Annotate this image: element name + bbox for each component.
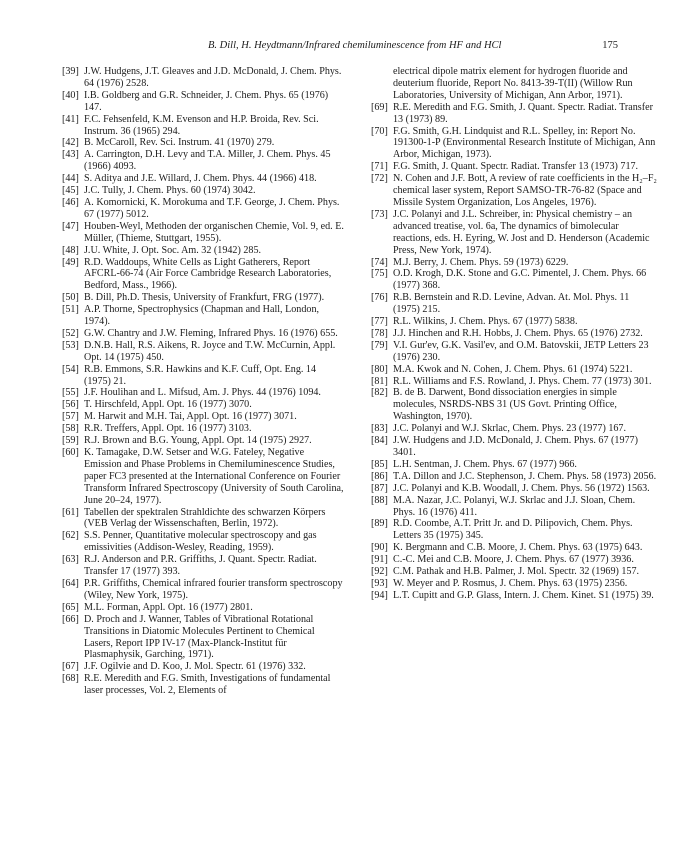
reference-entry <box>371 495 657 519</box>
reference-text: A. Carrington, D.H. Levy and T.A. Miller, J. Chem. Phys. 45 (1966) 4093. <box>84 149 331 173</box>
reference-text: R.J. Anderson and P.R. Griffiths, J. Quant. Spectr. Radiat. Transfer 17 (1977) 393. <box>84 554 317 578</box>
reference-number: [67] <box>62 661 79 673</box>
reference-number: [64] <box>62 577 79 589</box>
reference-number: [91] <box>371 554 388 566</box>
reference-number: [81] <box>371 375 388 387</box>
reference-number: [45] <box>62 185 79 197</box>
reference-text: F.G. Smith, G.H. Lindquist and R.L. Spelley, in: Report No. 191300-1-P (Environmental Research Institute of Michigan, Ann Arbor, Michigan, 1973). <box>393 125 656 161</box>
reference-text: Tabellen der spektralen Strahldichte des schwarzen Körpers (VEB Verlag der Wissenschaften, Berlin, 1972). <box>84 506 326 530</box>
reference-entry <box>62 340 344 364</box>
reference-number: [56] <box>62 399 79 411</box>
reference-number: [58] <box>62 423 79 435</box>
reference-text: A. Komornicki, K. Morokuma and T.F. George, J. Chem. Phys. 67 (1977) 5012. <box>84 196 340 220</box>
reference-number: [49] <box>62 256 79 268</box>
reference-entry <box>371 161 657 173</box>
running-header <box>208 40 618 51</box>
reference-text: R.B. Emmons, S.R. Hawkins and K.F. Cuff, Opt. Eng. 14 (1975) 21. <box>84 363 317 387</box>
reference-text: D.N.B. Hall, R.S. Aikens, R. Joyce and T.W. McCurnin, Appl. Opt. 14 (1975) 450. <box>84 339 336 363</box>
reference-number: [74] <box>371 256 388 268</box>
reference-text: C.M. Pathak and H.B. Palmer, J. Mol. Spectr. 32 (1969) 157. <box>393 566 640 578</box>
reference-text: R.D. Waddoups, White Cells as Light Gatherers, Report AFCRL-66-74 (Air Force Cambridge Research Laboratories, Bedford, Mass., 1966). <box>84 256 332 292</box>
reference-number: [88] <box>371 494 388 506</box>
reference-entry <box>62 257 344 293</box>
reference-entry <box>62 411 344 423</box>
reference-text: R.L. Wilkins, J. Chem. Phys. 67 (1977) 5838. <box>393 316 578 328</box>
reference-entry <box>62 614 344 662</box>
references-left-column <box>62 66 344 697</box>
reference-number: [80] <box>371 363 388 375</box>
reference-number: [55] <box>62 387 79 399</box>
reference-number: [50] <box>62 292 79 304</box>
reference-text: R.B. Bernstein and R.D. Levine, Advan. At. Mol. Phys. 11 (1975) 215. <box>393 292 630 316</box>
reference-text: M.J. Berry, J. Chem. Phys. 59 (1973) 6229. <box>393 256 569 268</box>
reference-entry <box>62 447 344 507</box>
reference-entry <box>371 387 657 423</box>
reference-text: N. Cohen and J.F. Bott, A review of rate coefficients in the H₂–F₂ chemical laser system, Report SAMSO-TR-76-82 (Space and Missile System Organization, Los Angeles, 1976). <box>393 173 657 208</box>
reference-text: R.E. Meredith and F.G. Smith, Investigations of fundamental laser processes, Vol. 2, Elements of <box>84 673 331 697</box>
reference-text: B. Dill, Ph.D. Thesis, University of Frankfurt, FRG (1977). <box>84 292 325 304</box>
reference-number: [72] <box>371 173 388 185</box>
reference-text: J.W. Hudgens and J.D. McDonald, J. Chem. Phys. 67 (1977) 3401. <box>393 435 638 458</box>
reference-entry <box>62 364 344 388</box>
reference-number: [42] <box>62 137 79 149</box>
reference-text: Houben-Weyl, Methoden der organischen Chemie, Vol. 9, ed. E. Müller, (Thieme, Stuttgart, 1955). <box>84 220 344 244</box>
reference-text: K. Bergmann and C.B. Moore, J. Chem. Phys. 63 (1975) 643. <box>393 542 643 554</box>
reference-text: K. Tamagake, D.W. Setser and W.G. Fateley, Negative Emission and Phase Problems in Chemiluminescence Studies, paper FC3 presented at the International Conference on Fourier Transform Infrared Spectroscopy (University of South Carolina, June 20–24, 1977). <box>84 447 344 506</box>
reference-entry <box>371 483 657 495</box>
reference-text: M.A. Nazar, J.C. Polanyi, W.J. Skrlac and J.J. Sloan, Chem. Phys. 16 (1976) 411. <box>393 494 636 518</box>
reference-number: [71] <box>371 161 388 173</box>
reference-text: F.G. Smith, J. Quant. Spectr. Radiat. Transfer 13 (1973) 717. <box>393 161 639 173</box>
reference-entry <box>371 102 657 126</box>
reference-text: J.C. Polanyi and W.J. Skrlac, Chem. Phys. 23 (1977) 167. <box>393 423 626 435</box>
reference-text: J.F. Houlihan and L. Mifsud, Am. J. Phys. 44 (1976) 1094. <box>84 387 321 399</box>
reference-entry <box>62 554 344 578</box>
reference-text: J.W. Hudgens, J.T. Gleaves and J.D. McDonald, J. Chem. Phys. 64 (1976) 2528. <box>84 66 342 89</box>
reference-text: R.L. Williams and F.S. Rowland, J. Phys. Chem. 77 (1973) 301. <box>393 375 652 387</box>
reference-text: A.P. Thorne, Spectrophysics (Chapman and Hall, London, 1974). <box>84 304 320 328</box>
reference-entry <box>62 137 344 149</box>
reference-text: B. McCaroll, Rev. Sci. Instrum. 41 (1970) 279. <box>84 137 275 149</box>
reference-number: [68] <box>62 673 79 685</box>
reference-entry <box>371 566 657 578</box>
reference-text: J.J. Hinchen and R.H. Hobbs, J. Chem. Phys. 65 (1976) 2732. <box>393 327 643 339</box>
reference-text: I.B. Goldberg and G.R. Schneider, J. Chem. Phys. 65 (1976) 147. <box>84 89 329 113</box>
reference-entry <box>371 435 657 459</box>
reference-text: J.C. Polanyi and J.L. Schreiber, in: Physical chemistry – an advanced treatise, vol. 6a, The dynamics of bimolecular reactions, eds. H. Eyring, W. Jost and D. Henderson (Academic Press, New York, 1974). <box>393 208 650 256</box>
reference-entry <box>371 459 657 471</box>
reference-entry <box>371 268 657 292</box>
reference-text: R.D. Coombe, A.T. Pritt Jr. and D. Pilipovich, Chem. Phys. Letters 35 (1975) 345. <box>393 518 633 542</box>
reference-number: [60] <box>62 447 79 458</box>
reference-entry <box>371 126 657 162</box>
reference-entry <box>62 423 344 435</box>
reference-text: J.C. Polanyi and K.B. Woodall, J. Chem. Phys. 56 (1972) 1563. <box>393 482 650 494</box>
reference-entry <box>62 602 344 614</box>
reference-number: [84] <box>371 435 388 447</box>
reference-text: V.I. Gur'ev, G.K. Vasil'ev, and O.M. Batovskii, JETP Letters 23 (1976) 230. <box>393 339 649 363</box>
reference-number: [59] <box>62 435 79 447</box>
reference-entry <box>371 209 657 257</box>
reference-number: [47] <box>62 220 79 232</box>
reference-text: S. Aditya and J.E. Willard, J. Chem. Phys. 44 (1966) 418. <box>84 173 317 185</box>
reference-text: C.-C. Mei and C.B. Moore, J. Chem. Phys. 67 (1977) 3936. <box>393 554 634 566</box>
reference-text: W. Meyer and P. Rosmus, J. Chem. Phys. 63 (1975) 2356. <box>393 577 628 589</box>
reference-entry <box>371 376 657 388</box>
reference-entry <box>371 423 657 435</box>
reference-number: [48] <box>62 244 79 256</box>
reference-entry <box>62 197 344 221</box>
reference-entry <box>62 149 344 173</box>
reference-entry <box>62 114 344 138</box>
reference-number: [40] <box>62 89 79 101</box>
reference-entry <box>62 185 344 197</box>
reference-text: M. Harwit and M.H. Tai, Appl. Opt. 16 (1977) 3071. <box>84 411 297 423</box>
reference-number: [51] <box>62 304 79 316</box>
reference-number: [54] <box>62 363 79 375</box>
reference-number: [83] <box>371 423 388 435</box>
reference-text: L.T. Cupitt and G.P. Glass, Intern. J. Chem. Kinet. S1 (1975) 39. <box>393 589 654 601</box>
reference-entry <box>371 316 657 328</box>
reference-text: T.A. Dillon and J.C. Stephenson, J. Chem. Phys. 58 (1973) 2056. <box>393 470 657 482</box>
reference-text: G.W. Chantry and J.W. Fleming, Infrared Phys. 16 (1976) 655. <box>84 327 338 339</box>
reference-number: [90] <box>371 542 388 554</box>
reference-entry <box>62 245 344 257</box>
reference-number: [82] <box>371 387 388 399</box>
page-number: 175 <box>602 40 618 51</box>
reference-number: [66] <box>62 613 79 625</box>
reference-number: [41] <box>62 113 79 125</box>
reference-entry <box>371 518 657 542</box>
reference-number: [70] <box>371 125 388 137</box>
reference-number: [39] <box>62 66 79 77</box>
reference-number: [44] <box>62 173 79 185</box>
reference-number: [73] <box>371 208 388 220</box>
reference-text: L.H. Sentman, J. Chem. Phys. 67 (1977) 966. <box>393 458 577 470</box>
reference-number: [92] <box>371 566 388 578</box>
reference-number: [65] <box>62 601 79 613</box>
reference-entry <box>62 578 344 602</box>
reference-entry <box>371 173 657 209</box>
reference-text: B. de B. Darwent, Bond dissociation energies in simple molecules, NSRDS-NBS 31 (US Govt. Printing Office, Washington, 1970). <box>393 387 617 423</box>
reference-entry <box>62 661 344 673</box>
reference-text: F.C. Fehsenfeld, K.M. Evenson and H.P. Broida, Rev. Sci. Instrum. 36 (1965) 294. <box>84 113 319 137</box>
reference-entry <box>371 471 657 483</box>
reference-number: [62] <box>62 530 79 542</box>
reference-text: S.S. Penner, Quantitative molecular spectroscopy and gas emissivities (Addison-Wesley, Reading, 1959). <box>84 530 317 554</box>
reference-entry <box>62 292 344 304</box>
reference-entry <box>62 304 344 328</box>
reference-number: [61] <box>62 506 79 518</box>
reference-number: [57] <box>62 411 79 423</box>
reference-text: D. Proch and J. Wanner, Tables of Vibrational Rotational Transitions in Diatomic Molecules Pertinent to Chemical Lasers, Report IPP IV-17 (Max-Planck-Institut für Plasmaphysik, Garching, 1971). <box>84 613 315 661</box>
reference-text: R.J. Brown and B.G. Young, Appl. Opt. 14 (1975) 2927. <box>84 435 312 447</box>
reference-entry <box>371 328 657 340</box>
reference-text: J.F. Ogilvie and D. Koo, J. Mol. Spectr. 61 (1976) 332. <box>84 661 306 673</box>
reference-text: M.A. Kwok and N. Cohen, J. Chem. Phys. 61 (1974) 5221. <box>393 363 633 375</box>
reference-number: [87] <box>371 482 388 494</box>
reference-number: [75] <box>371 268 388 280</box>
reference-entry <box>371 364 657 376</box>
reference-number: [77] <box>371 316 388 328</box>
reference-number: [79] <box>371 339 388 351</box>
reference-entry <box>62 90 344 114</box>
reference-number: [76] <box>371 292 388 304</box>
reference-entry <box>371 542 657 554</box>
reference-entry <box>62 66 344 90</box>
reference-number: [86] <box>371 470 388 482</box>
reference-entry <box>62 221 344 245</box>
reference-entry <box>62 673 344 697</box>
reference-entry <box>371 292 657 316</box>
reference-text: P.R. Griffiths, Chemical infrared fourier transform spectroscopy (Wiley, New York, 1975). <box>84 577 343 601</box>
reference-text: O.D. Krogh, D.K. Stone and G.C. Pimentel, J. Chem. Phys. 66 (1977) 368. <box>393 268 647 292</box>
reference-entry <box>371 340 657 364</box>
reference-number: [69] <box>371 101 388 113</box>
reference-text: J.U. White, J. Opt. Soc. Am. 32 (1942) 285. <box>84 244 262 256</box>
reference-entry <box>371 554 657 566</box>
reference-text: T. Hirschfeld, Appl. Opt. 16 (1977) 3070. <box>84 399 252 411</box>
reference-entry <box>62 435 344 447</box>
reference-entry <box>62 507 344 531</box>
reference-entry <box>62 399 344 411</box>
reference-entry <box>62 387 344 399</box>
reference-number: [85] <box>371 458 388 470</box>
reference-text: M.L. Forman, Appl. Opt. 16 (1977) 2801. <box>84 601 253 613</box>
references-right-column <box>371 66 657 602</box>
reference-entry <box>62 173 344 185</box>
reference-number: [53] <box>62 339 79 351</box>
reference-entry <box>371 257 657 269</box>
reference-entry <box>371 590 657 602</box>
reference-entry <box>62 530 344 554</box>
reference-number: [63] <box>62 554 79 566</box>
reference-entry <box>62 328 344 340</box>
reference-continuation: electrical dipole matrix element for hydrogen fluoride and deuterium fluoride, Report No. 8413-39-T(II) (Willow Run Laboratories, University of Michigan, Ann Arbor, 1971). <box>393 66 633 101</box>
reference-number: [93] <box>371 577 388 589</box>
reference-text: J.C. Tully, J. Chem. Phys. 60 (1974) 3042. <box>84 185 256 197</box>
reference-number: [52] <box>62 327 79 339</box>
reference-number: [94] <box>371 589 388 601</box>
reference-text: R.E. Meredith and F.G. Smith, J. Quant. Spectr. Radiat. Transfer 13 (1973) 89. <box>393 101 653 125</box>
reference-number: [43] <box>62 149 79 161</box>
reference-entry <box>371 578 657 590</box>
reference-number: [46] <box>62 196 79 208</box>
running-title: B. Dill, H. Heydtmann/Infrared chemiluminescence from HF and HCl <box>208 40 502 51</box>
reference-text: R.R. Treffers, Appl. Opt. 16 (1977) 3103. <box>84 423 252 435</box>
reference-number: [89] <box>371 518 388 530</box>
reference-number: [78] <box>371 327 388 339</box>
